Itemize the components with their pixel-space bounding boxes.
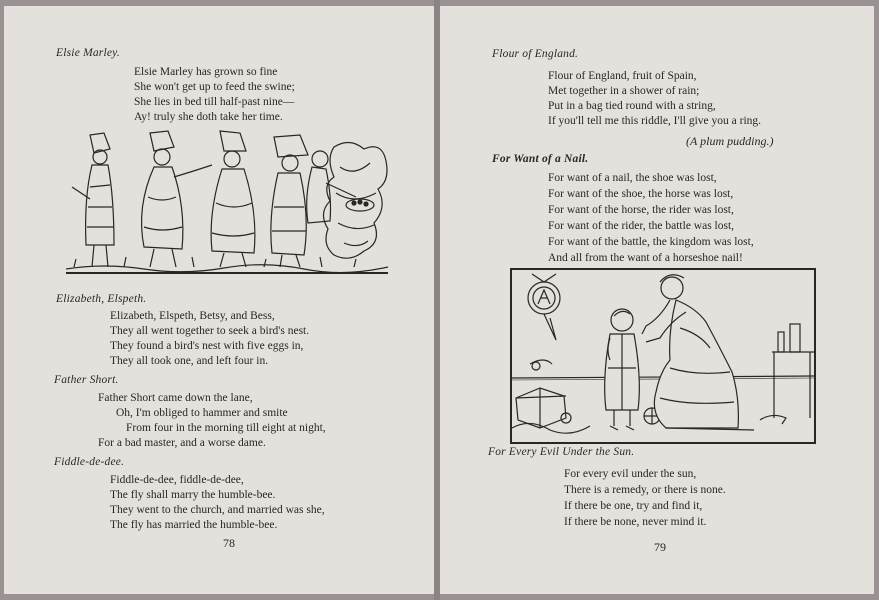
page-number: 78 — [223, 536, 235, 550]
poem-verse-for-every-evil — [564, 466, 726, 530]
mother-child-illustration — [510, 268, 816, 444]
verse-line: For want of the shoe, the horse was lost, — [548, 188, 734, 200]
verse-line: There is a remedy, or there is none. — [564, 484, 726, 496]
verse-line: Flour of England, fruit of Spain, — [548, 70, 697, 82]
poem-title-fiddle-de-dee: Fiddle-de-dee. — [54, 456, 125, 468]
verse-line: If there be one, try and find it, — [564, 500, 703, 512]
verse-line: They went to the church, and married was she, — [110, 504, 325, 516]
verse-line: If there be none, never mind it. — [564, 516, 707, 528]
verse-line: Elsie Marley has grown so fine — [134, 66, 278, 78]
girls-birds-nest-illustration — [64, 127, 390, 277]
verse-line: For want of a nail, the shoe was lost, — [548, 172, 717, 184]
verse-line: The fly has married the humble-bee. — [110, 519, 278, 531]
poem-title-elsie-marley: Elsie Marley. — [56, 47, 120, 59]
left-page — [4, 6, 434, 594]
verse-line: Fiddle-de-dee, fiddle-de-dee, — [110, 474, 244, 486]
verse-line: Ay! truly she doth take her time. — [134, 111, 283, 123]
verse-line: She lies in bed till half-past nine— — [134, 96, 295, 108]
verse-line: Met together in a shower of rain; — [548, 85, 700, 97]
poem-verse-elizabeth-elspeth — [110, 309, 309, 369]
verse-line: Put in a bag tied round with a string, — [548, 100, 716, 112]
verse-line: For want of the battle, the kingdom was lost, — [548, 236, 754, 248]
verse-line: Oh, I'm obliged to hammer and smite — [116, 407, 288, 419]
verse-line: And all from the want of a horseshoe nail! — [548, 252, 743, 264]
verse-line: Elizabeth, Elspeth, Betsy, and Bess, — [110, 310, 275, 322]
verse-line: If you'll tell me this riddle, I'll give you a ring. — [548, 115, 762, 127]
verse-line: They all went together to seek a bird's nest. — [110, 325, 310, 337]
verse-line: For a bad master, and a worse dame. — [98, 437, 266, 449]
poem-title-for-every-evil: For Every Evil Under the Sun. — [488, 446, 635, 458]
poem-title-elizabeth-elspeth: Elizabeth, Elspeth. — [56, 293, 147, 305]
verse-line: For want of the rider, the battle was lost, — [548, 220, 735, 232]
poem-verse-elsie-marley — [134, 65, 295, 125]
verse-line: They all took one, and left four in. — [110, 355, 269, 367]
riddle-answer: (A plum pudding.) — [686, 134, 774, 148]
poem-title-father-short: Father Short. — [54, 374, 119, 386]
verse-line: She won't get up to feed the swine; — [134, 81, 295, 93]
poem-verse-father-short — [98, 391, 326, 451]
poem-verse-for-want-of-a-nail — [548, 170, 754, 266]
poem-verse-fiddle-de-dee — [110, 473, 325, 533]
verse-line: From four in the morning till eight at night, — [126, 422, 326, 434]
verse-line: For every evil under the sun, — [564, 468, 697, 480]
right-page — [440, 6, 874, 594]
poem-title-for-want-of-a-nail: For Want of a Nail. — [492, 153, 589, 165]
poem-title-flour-of-england: Flour of England. — [492, 48, 579, 60]
verse-line: For want of the horse, the rider was lost, — [548, 204, 734, 216]
verse-line: Father Short came down the lane, — [98, 392, 253, 404]
verse-line: The fly shall marry the humble-bee. — [110, 489, 276, 501]
page-number: 79 — [654, 540, 666, 554]
verse-line: They found a bird's nest with five eggs in, — [110, 340, 304, 352]
poem-verse-flour-of-england — [548, 69, 761, 129]
